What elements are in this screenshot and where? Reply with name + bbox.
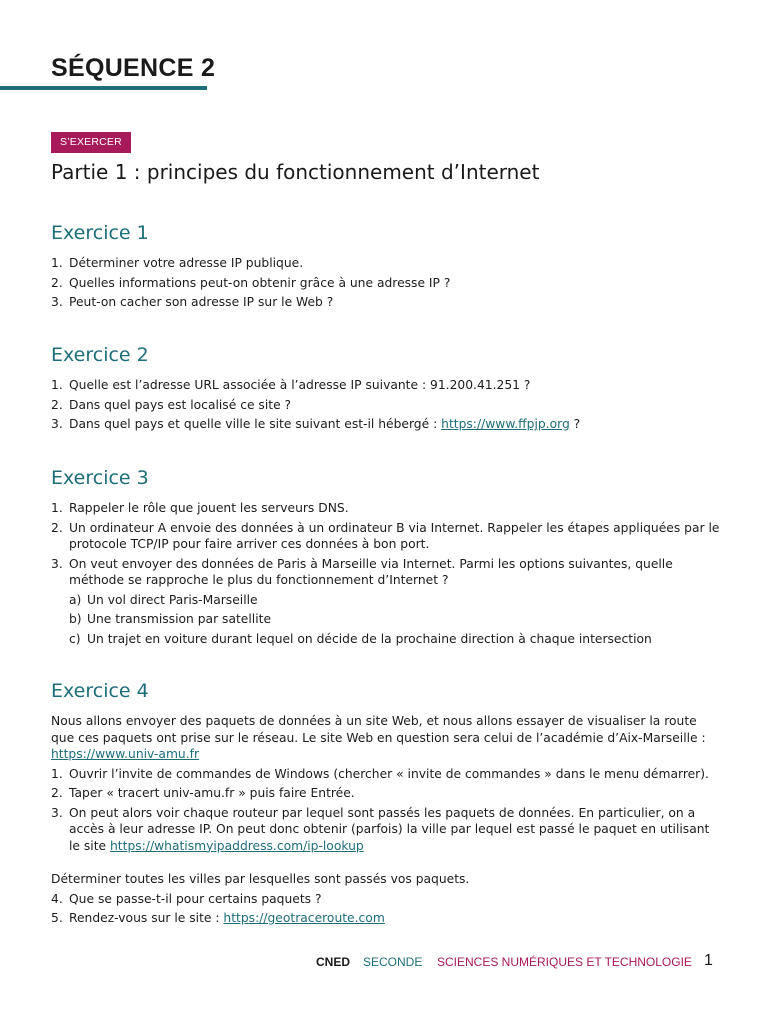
part-title: Partie 1 : principes du fonctionnement d’Internet — [51, 160, 540, 184]
section-badge: S’EXERCER — [51, 132, 131, 153]
item-number: 5. — [51, 911, 63, 925]
list-item — [51, 805, 723, 855]
item-text: On veut envoyer des données de Paris à Marseille via Internet. Parmi les options suivantes, quelle méthode se rapproche le plus du fonctionnement d’Internet ? — [69, 556, 673, 587]
option-text: Une transmission par satellite — [87, 612, 272, 626]
footer-subject: SCIENCES NUMÉRIQUES ET TECHNOLOGIE — [437, 955, 692, 969]
exercise-1-list — [51, 255, 723, 314]
title-underline — [0, 86, 207, 90]
exercise-4-task: Déterminer toutes les villes par lesquelles sont passés vos paquets. — [51, 872, 470, 886]
exercise-4-title: Exercice 4 — [51, 680, 149, 702]
option-item — [51, 611, 723, 628]
option-item — [51, 631, 723, 648]
exercise-2-title: Exercice 2 — [51, 344, 149, 366]
item-number: 4. — [51, 891, 63, 906]
list-item — [51, 785, 723, 802]
item-number: 3. — [51, 805, 63, 820]
list-item — [51, 377, 723, 394]
option-item — [51, 592, 723, 609]
item-text: Quelles informations peut-on obtenir grâce à une adresse IP ? — [69, 275, 451, 290]
item-number: 2. — [51, 520, 63, 535]
item-number: 2. — [51, 275, 63, 290]
list-item — [51, 520, 723, 553]
list-item — [51, 416, 723, 433]
page-footer — [0, 952, 768, 970]
item-text-suffix: ? — [569, 417, 581, 431]
option-text: Un trajet en voiture durant lequel on décide de la prochaine direction à chaque intersection — [87, 631, 652, 646]
list-item — [51, 275, 723, 292]
list-item — [51, 910, 723, 927]
geotraceroute-link[interactable]: https://geotraceroute.com — [223, 911, 385, 925]
item-text: Taper « tracert univ-amu.fr » puis faire Entrée. — [69, 786, 355, 800]
item-text: Dans quel pays est localisé ce site ? — [69, 397, 292, 412]
footer-grade: SECONDE — [363, 955, 423, 969]
item-text: Quelle est l’adresse URL associée à l’adresse IP suivante : 91.200.41.251 ? — [69, 378, 531, 392]
item-text: Rendez-vous sur le site : — [69, 911, 224, 925]
option-text: Un vol direct Paris-Marseille — [87, 592, 258, 607]
sequence-title: SÉQUENCE 2 — [51, 54, 216, 82]
item-text: Dans quel pays et quelle ville le site suivant est-il hébergé : — [69, 417, 442, 431]
exercise-4-body — [51, 713, 723, 930]
list-item — [51, 891, 723, 908]
intro-text: Nous allons envoyer des paquets de données à un site Web, et nous allons essayer de visualiser la route que ces paquets ont prise sur le réseau. Le site Web en question sera celui de l’académie d’Aix-Marseille : — [51, 714, 706, 745]
list-item — [51, 500, 723, 517]
ip-lookup-link[interactable]: https://whatismyipaddress.com/ip-lookup — [110, 838, 364, 853]
item-number: 1. — [51, 378, 63, 392]
exercise-3-list — [51, 500, 723, 647]
page-number: 1 — [704, 952, 713, 969]
list-item — [51, 255, 723, 272]
item-text: Un ordinateur A envoie des données à un ordinateur B via Internet. Rappeler les étapes appliquées par le protocole TCP/IP pour faire arriver ces données à bon port. — [69, 520, 720, 551]
ffpjp-link[interactable]: https://www.ffpjp.org — [441, 417, 570, 431]
item-number: 1. — [51, 766, 63, 781]
footer-brand: CNED — [315, 955, 350, 969]
exercise-4-intro — [51, 713, 723, 763]
exercise-2-list — [51, 377, 723, 436]
item-text: Peut-on cacher son adresse IP sur le Web ? — [69, 295, 334, 309]
item-number: 3. — [51, 417, 63, 431]
list-item — [51, 766, 723, 783]
item-number: 3. — [51, 556, 63, 571]
item-number: 2. — [51, 397, 63, 412]
item-number: 3. — [51, 295, 63, 309]
item-number: 1. — [51, 501, 63, 515]
univ-amu-link[interactable]: https://www.univ-amu.fr — [51, 747, 200, 761]
option-letter: a) — [69, 592, 82, 607]
item-text: Déterminer votre adresse IP publique. — [69, 256, 304, 270]
item-number: 1. — [51, 256, 63, 270]
exercise-3-title: Exercice 3 — [51, 467, 149, 489]
item-text: On peut alors voir chaque routeur par lequel sont passés les paquets de données. En particulier, on a accès à leur adresse IP. On peut donc obtenir (parfois) la ville par lequel est passé le paquet en utilisant le site — [69, 805, 710, 853]
option-letter: c) — [69, 631, 81, 646]
list-item — [51, 397, 723, 414]
item-number: 2. — [51, 786, 63, 800]
item-text: Ouvrir l’invite de commandes de Windows (chercher « invite de commandes » dans le menu démarrer). — [69, 766, 709, 781]
list-item — [51, 294, 723, 311]
item-text: Rappeler le rôle que jouent les serveurs DNS. — [69, 501, 349, 515]
item-text: Que se passe-t-il pour certains paquets ? — [69, 891, 322, 906]
exercise-1-title: Exercice 1 — [51, 222, 149, 244]
list-item — [51, 556, 723, 589]
option-letter: b) — [69, 612, 82, 626]
